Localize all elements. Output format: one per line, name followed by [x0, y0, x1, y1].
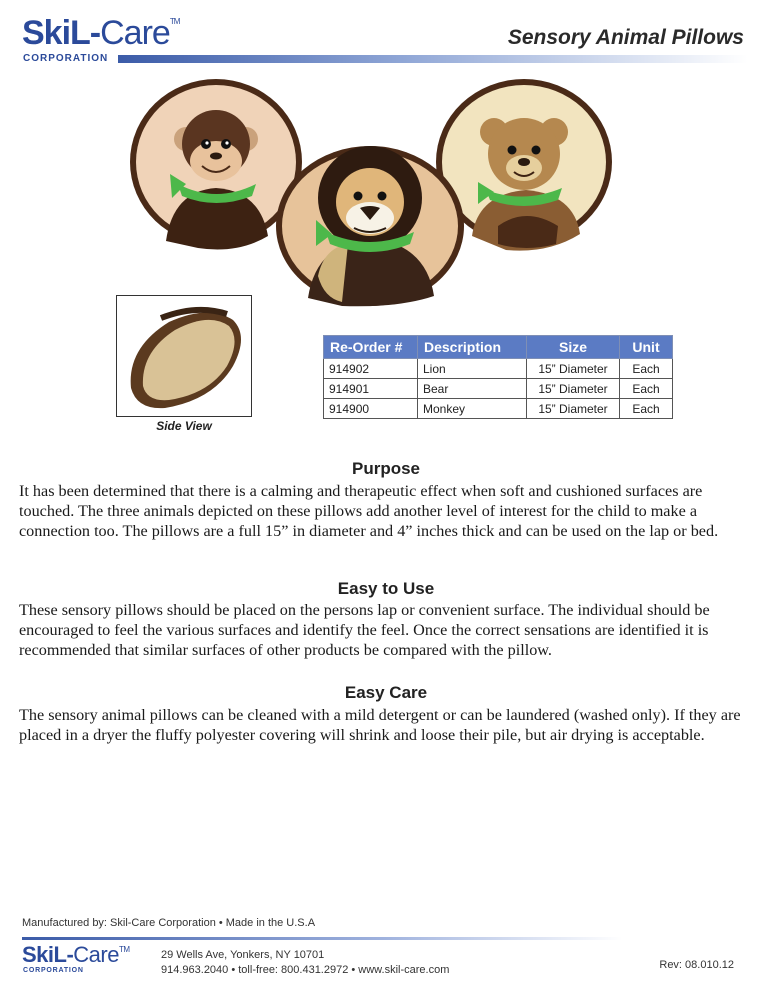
purpose-body: It has been determined that there is a calming and therapeutic effect when soft and cushioned surfaces are touched. The three animals depicted on these pillows add another level of interest for the child to make a connection too. The pillows are a full 15” in diameter and 4” inches thick and can be used on the lap or bed. — [19, 482, 719, 540]
purpose-heading: Purpose — [351, 459, 421, 478]
revision-text: Rev: 08.010.12 — [659, 959, 734, 971]
side-view-caption: Side View — [156, 419, 212, 433]
easy-to-use-heading: Easy to Use — [337, 579, 435, 598]
footer-logo — [22, 944, 130, 966]
easy-to-use-body: These sensory pillows should be placed on the persons lap or convenient surface. The individual should be encouraged to feel the various surfaces and identify the feel. Once the correct sensations are identified it is recommended that similar surfaces of other products be compared with the pillow. — [19, 601, 710, 659]
footer-logo-skil: SkiL- — [22, 942, 74, 967]
col-header-description: Description — [418, 336, 527, 359]
col-header-unit: Unit — [620, 336, 673, 359]
side-view-pillow-icon — [117, 296, 251, 416]
footer-logo-trademark: TM — [118, 945, 130, 954]
footer-logo-corporation: CORPORATION — [23, 967, 84, 974]
logo-skil-text: SkiL- — [22, 14, 101, 52]
col-header-reorder: Re-Order # — [324, 336, 418, 359]
col-header-size: Size — [527, 336, 620, 359]
table-row — [324, 399, 673, 419]
table-row — [324, 379, 673, 399]
logo-care-text: Care — [100, 14, 170, 52]
table-row — [324, 359, 673, 379]
easy-care-body: The sensory animal pillows can be cleaned with a mild detergent or can be laundered (washed only). If they are placed in a dryer the fluffy polyester covering will shrink and loose their pile, but air drying is acceptable. — [19, 706, 741, 744]
footer-rule — [22, 937, 622, 940]
cell-size: 15” Diameter — [527, 359, 620, 379]
page-title: Sensory Animal Pillows — [507, 26, 744, 49]
table-header-row — [324, 336, 673, 359]
logo-trademark: TM — [169, 17, 180, 26]
cell-unit: Each — [620, 379, 673, 399]
footer-address-block — [161, 948, 449, 978]
cell-description: Lion — [418, 359, 527, 379]
cell-description: Bear — [418, 379, 527, 399]
cell-reorder: 914901 — [324, 379, 418, 399]
cell-size: 15” Diameter — [527, 379, 620, 399]
cell-description: Monkey — [418, 399, 527, 419]
product-table — [323, 335, 673, 419]
cell-reorder: 914900 — [324, 399, 418, 419]
footer-logo-care: Care — [73, 942, 119, 967]
manufactured-by-text: Manufactured by: Skil-Care Corporation • Made in the U.S.A — [22, 917, 316, 929]
header-rule — [118, 55, 748, 63]
cell-unit: Each — [620, 359, 673, 379]
side-view-image — [116, 295, 252, 417]
footer-contact: 914.963.2040 • toll-free: 800.431.2972 • www.skil-care.com — [161, 964, 450, 976]
skil-care-logo — [22, 16, 179, 50]
lion-pillow-image — [276, 146, 464, 306]
cell-reorder: 914902 — [324, 359, 418, 379]
easy-care-heading: Easy Care — [344, 683, 428, 702]
cell-unit: Each — [620, 399, 673, 419]
pillow-product-illustration — [128, 76, 618, 308]
footer-address: 29 Wells Ave, Yonkers, NY 10701 — [161, 949, 325, 961]
logo-corporation-text: CORPORATION — [23, 53, 109, 64]
cell-size: 15” Diameter — [527, 399, 620, 419]
